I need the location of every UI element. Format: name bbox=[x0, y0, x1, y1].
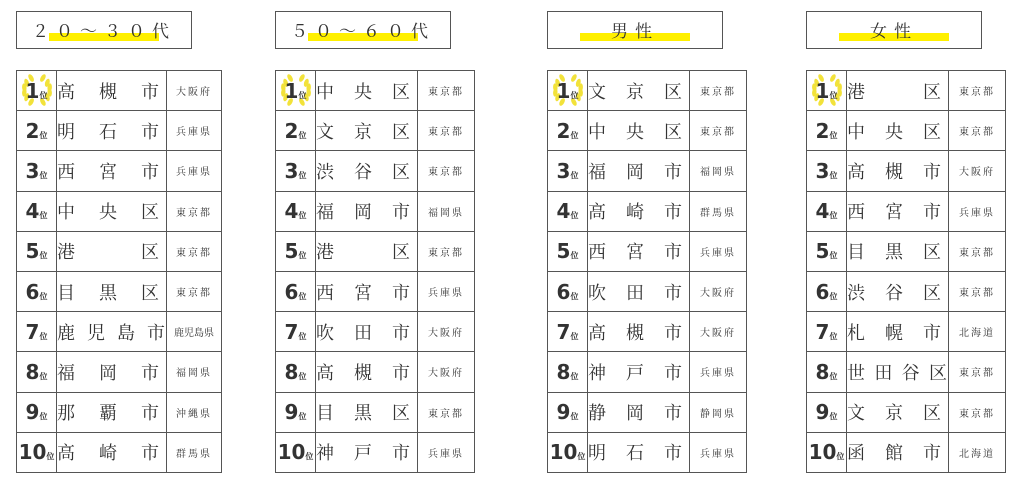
rank-unit: 位 bbox=[829, 251, 838, 261]
rank-number: 2 bbox=[556, 118, 571, 143]
table-row bbox=[807, 432, 1006, 472]
rank-number: 6 bbox=[815, 279, 830, 304]
rank-cell bbox=[807, 392, 847, 432]
prefecture-name: 静岡県 bbox=[690, 392, 747, 432]
prefecture-name: 大阪府 bbox=[949, 151, 1006, 191]
prefecture-name: 兵庫県 bbox=[690, 432, 747, 472]
table-row bbox=[17, 271, 222, 311]
table-row bbox=[548, 312, 747, 352]
rank-unit: 位 bbox=[829, 90, 838, 100]
panel-header bbox=[275, 11, 451, 49]
table-row bbox=[807, 312, 1006, 352]
rank-number: 5 bbox=[815, 239, 830, 264]
rank-unit: 位 bbox=[39, 371, 48, 381]
city-name: 西宮市 bbox=[316, 271, 418, 311]
rank-cell bbox=[17, 352, 57, 392]
rank-unit: 位 bbox=[577, 452, 586, 462]
table-row bbox=[17, 71, 222, 111]
rank-unit: 位 bbox=[829, 412, 838, 422]
table-row bbox=[807, 71, 1006, 111]
rank-number: 2 bbox=[284, 118, 299, 143]
rank-number: 6 bbox=[284, 279, 299, 304]
rank-cell bbox=[276, 191, 316, 231]
rank-cell bbox=[548, 312, 588, 352]
rank-number: 4 bbox=[556, 199, 571, 224]
rank-cell bbox=[548, 231, 588, 271]
prefecture-name: 兵庫県 bbox=[690, 352, 747, 392]
city-name: 目黒区 bbox=[316, 392, 418, 432]
prefecture-name: 大阪府 bbox=[418, 312, 475, 352]
table-row bbox=[548, 111, 747, 151]
rank-number: 10 bbox=[277, 440, 306, 465]
city-name: 那覇市 bbox=[57, 392, 167, 432]
rank-number: 8 bbox=[556, 359, 571, 384]
rank-number: 3 bbox=[284, 158, 299, 183]
prefecture-name: 兵庫県 bbox=[418, 432, 475, 472]
city-name: 中央区 bbox=[316, 71, 418, 111]
city-name: 港区 bbox=[316, 231, 418, 271]
table-row bbox=[276, 352, 475, 392]
rank-unit: 位 bbox=[298, 90, 307, 100]
table-row bbox=[276, 151, 475, 191]
rank-number: 2 bbox=[815, 118, 830, 143]
rank-number: 9 bbox=[25, 400, 40, 425]
city-name: 鹿児島市 bbox=[57, 312, 167, 352]
rank-number: 1 bbox=[815, 78, 830, 103]
rank-unit: 位 bbox=[570, 331, 579, 341]
panel-title: ５０～６０代 bbox=[291, 22, 435, 42]
rank-unit: 位 bbox=[39, 251, 48, 261]
prefecture-name: 東京都 bbox=[949, 231, 1006, 271]
city-name: 明石市 bbox=[588, 432, 690, 472]
rank-unit: 位 bbox=[39, 130, 48, 140]
table-row bbox=[17, 392, 222, 432]
rank-unit: 位 bbox=[829, 371, 838, 381]
rank-unit: 位 bbox=[305, 452, 314, 462]
rank-number: 2 bbox=[25, 118, 40, 143]
rank-number: 3 bbox=[815, 158, 830, 183]
panel-title: 男性 bbox=[611, 22, 659, 42]
prefecture-name: 群馬県 bbox=[167, 432, 222, 472]
rank-cell bbox=[17, 231, 57, 271]
rank-cell bbox=[276, 392, 316, 432]
prefecture-name: 東京都 bbox=[167, 271, 222, 311]
rank-number: 9 bbox=[815, 400, 830, 425]
city-name: 明石市 bbox=[57, 111, 167, 151]
rank-unit: 位 bbox=[298, 130, 307, 140]
rank-cell bbox=[276, 231, 316, 271]
rank-number: 3 bbox=[25, 158, 40, 183]
rank-cell bbox=[807, 191, 847, 231]
city-name: 神戸市 bbox=[316, 432, 418, 472]
city-name: 渋谷区 bbox=[316, 151, 418, 191]
rank-unit: 位 bbox=[298, 412, 307, 422]
city-name: 西宮市 bbox=[588, 231, 690, 271]
city-name: 福岡市 bbox=[316, 191, 418, 231]
rank-number: 1 bbox=[284, 78, 299, 103]
rank-unit: 位 bbox=[39, 90, 48, 100]
table-row bbox=[17, 312, 222, 352]
rank-unit: 位 bbox=[570, 170, 579, 180]
city-name: 西宮市 bbox=[57, 151, 167, 191]
table-row bbox=[17, 111, 222, 151]
rank-cell bbox=[548, 71, 588, 111]
table-row bbox=[548, 191, 747, 231]
city-name: 静岡市 bbox=[588, 392, 690, 432]
rank-number: 7 bbox=[25, 319, 40, 344]
rank-number: 1 bbox=[25, 78, 40, 103]
rank-cell bbox=[276, 432, 316, 472]
prefecture-name: 大阪府 bbox=[418, 352, 475, 392]
prefecture-name: 兵庫県 bbox=[167, 151, 222, 191]
city-name: 神戸市 bbox=[588, 352, 690, 392]
table-row bbox=[548, 352, 747, 392]
rank-unit: 位 bbox=[829, 211, 838, 221]
prefecture-name: 東京都 bbox=[418, 151, 475, 191]
rank-unit: 位 bbox=[39, 412, 48, 422]
prefecture-name: 東京都 bbox=[949, 392, 1006, 432]
city-name: 目黒区 bbox=[847, 231, 949, 271]
rank-unit: 位 bbox=[570, 412, 579, 422]
rank-unit: 位 bbox=[829, 130, 838, 140]
prefecture-name: 東京都 bbox=[418, 71, 475, 111]
prefecture-name: 東京都 bbox=[167, 191, 222, 231]
city-name: 港区 bbox=[847, 71, 949, 111]
rank-cell bbox=[807, 151, 847, 191]
prefecture-name: 東京都 bbox=[690, 111, 747, 151]
city-name: 函館市 bbox=[847, 432, 949, 472]
rank-unit: 位 bbox=[570, 211, 579, 221]
prefecture-name: 群馬県 bbox=[690, 191, 747, 231]
city-name: 渋谷区 bbox=[847, 271, 949, 311]
rank-cell bbox=[807, 231, 847, 271]
rank-number: 8 bbox=[284, 359, 299, 384]
prefecture-name: 東京都 bbox=[949, 352, 1006, 392]
prefecture-name: 大阪府 bbox=[167, 71, 222, 111]
table-row bbox=[548, 151, 747, 191]
table-row bbox=[807, 231, 1006, 271]
prefecture-name: 大阪府 bbox=[690, 271, 747, 311]
rank-cell bbox=[548, 151, 588, 191]
prefecture-name: 福岡県 bbox=[167, 352, 222, 392]
rank-cell bbox=[807, 352, 847, 392]
rank-cell bbox=[807, 312, 847, 352]
rank-number: 6 bbox=[25, 279, 40, 304]
table-row bbox=[807, 111, 1006, 151]
table-row bbox=[17, 151, 222, 191]
prefecture-name: 兵庫県 bbox=[418, 271, 475, 311]
prefecture-name: 東京都 bbox=[418, 392, 475, 432]
rank-number: 5 bbox=[284, 239, 299, 264]
rank-cell bbox=[548, 191, 588, 231]
rank-number: 6 bbox=[556, 279, 571, 304]
rank-number: 10 bbox=[808, 440, 837, 465]
city-name: 吹田市 bbox=[588, 271, 690, 311]
ranking-table bbox=[806, 70, 1006, 473]
table-row bbox=[276, 191, 475, 231]
table-row bbox=[17, 352, 222, 392]
city-name: 吹田市 bbox=[316, 312, 418, 352]
prefecture-name: 東京都 bbox=[949, 71, 1006, 111]
rank-cell bbox=[548, 392, 588, 432]
rank-number: 9 bbox=[556, 400, 571, 425]
city-name: 高槻市 bbox=[588, 312, 690, 352]
rank-cell bbox=[17, 111, 57, 151]
table-row bbox=[276, 312, 475, 352]
rank-cell bbox=[17, 151, 57, 191]
rank-cell bbox=[17, 432, 57, 472]
table-row bbox=[548, 432, 747, 472]
rank-unit: 位 bbox=[829, 170, 838, 180]
city-name: 中央区 bbox=[847, 111, 949, 151]
rank-cell bbox=[807, 432, 847, 472]
prefecture-name: 東京都 bbox=[418, 111, 475, 151]
rank-number: 7 bbox=[556, 319, 571, 344]
rank-cell bbox=[548, 432, 588, 472]
panel-header bbox=[806, 11, 982, 49]
rank-unit: 位 bbox=[829, 331, 838, 341]
prefecture-name: 沖縄県 bbox=[167, 392, 222, 432]
city-name: 文京区 bbox=[316, 111, 418, 151]
city-name: 高槻市 bbox=[316, 352, 418, 392]
rank-number: 4 bbox=[25, 199, 40, 224]
city-name: 札幌市 bbox=[847, 312, 949, 352]
table-row bbox=[807, 191, 1006, 231]
rank-cell bbox=[276, 312, 316, 352]
rank-unit: 位 bbox=[570, 130, 579, 140]
rank-unit: 位 bbox=[570, 371, 579, 381]
rank-unit: 位 bbox=[46, 452, 55, 462]
rank-unit: 位 bbox=[39, 291, 48, 301]
rank-number: 10 bbox=[18, 440, 47, 465]
rank-unit: 位 bbox=[298, 331, 307, 341]
prefecture-name: 東京都 bbox=[418, 231, 475, 271]
rank-number: 8 bbox=[25, 359, 40, 384]
prefecture-name: 東京都 bbox=[949, 271, 1006, 311]
rank-unit: 位 bbox=[570, 90, 579, 100]
rank-number: 1 bbox=[556, 78, 571, 103]
rank-number: 7 bbox=[815, 319, 830, 344]
table-row bbox=[17, 432, 222, 472]
rank-cell bbox=[276, 111, 316, 151]
rank-unit: 位 bbox=[298, 170, 307, 180]
rank-cell bbox=[17, 392, 57, 432]
rank-unit: 位 bbox=[39, 331, 48, 341]
rank-number: 5 bbox=[556, 239, 571, 264]
rank-number: 5 bbox=[25, 239, 40, 264]
table-row bbox=[807, 352, 1006, 392]
prefecture-name: 北海道 bbox=[949, 432, 1006, 472]
rank-cell bbox=[17, 191, 57, 231]
rank-number: 3 bbox=[556, 158, 571, 183]
rank-cell bbox=[276, 151, 316, 191]
rank-cell bbox=[548, 271, 588, 311]
city-name: 高槻市 bbox=[847, 151, 949, 191]
prefecture-name: 福岡県 bbox=[418, 191, 475, 231]
table-row bbox=[548, 392, 747, 432]
rank-cell bbox=[17, 312, 57, 352]
panel-title: 女性 bbox=[870, 22, 918, 42]
prefecture-name: 鹿児島県 bbox=[167, 312, 222, 352]
ranking-table bbox=[16, 70, 222, 473]
rank-number: 8 bbox=[815, 359, 830, 384]
city-name: 高槻市 bbox=[57, 71, 167, 111]
rank-unit: 位 bbox=[298, 291, 307, 301]
rank-cell bbox=[276, 352, 316, 392]
rank-unit: 位 bbox=[39, 211, 48, 221]
city-name: 中央区 bbox=[57, 191, 167, 231]
rank-unit: 位 bbox=[570, 251, 579, 261]
table-row bbox=[807, 392, 1006, 432]
rank-cell bbox=[548, 111, 588, 151]
rank-cell bbox=[807, 111, 847, 151]
rank-cell bbox=[17, 71, 57, 111]
rank-unit: 位 bbox=[298, 251, 307, 261]
city-name: 世田谷区 bbox=[847, 352, 949, 392]
rank-cell bbox=[548, 352, 588, 392]
table-row bbox=[548, 231, 747, 271]
table-row bbox=[548, 271, 747, 311]
rank-cell bbox=[807, 271, 847, 311]
city-name: 中央区 bbox=[588, 111, 690, 151]
rank-number: 4 bbox=[284, 199, 299, 224]
rank-unit: 位 bbox=[298, 211, 307, 221]
city-name: 港区 bbox=[57, 231, 167, 271]
rank-unit: 位 bbox=[829, 291, 838, 301]
table-row bbox=[276, 71, 475, 111]
panel-header bbox=[16, 11, 192, 49]
rank-unit: 位 bbox=[298, 371, 307, 381]
rank-unit: 位 bbox=[39, 170, 48, 180]
rank-number: 9 bbox=[284, 400, 299, 425]
table-row bbox=[276, 432, 475, 472]
table-row bbox=[807, 271, 1006, 311]
table-row bbox=[276, 392, 475, 432]
table-row bbox=[276, 111, 475, 151]
table-row bbox=[807, 151, 1006, 191]
prefecture-name: 兵庫県 bbox=[690, 231, 747, 271]
panel-title: ２０～３０代 bbox=[32, 22, 176, 42]
prefecture-name: 福岡県 bbox=[690, 151, 747, 191]
panel-header bbox=[547, 11, 723, 49]
ranking-table bbox=[275, 70, 475, 473]
rank-unit: 位 bbox=[836, 452, 845, 462]
table-row bbox=[17, 231, 222, 271]
city-name: 文京区 bbox=[847, 392, 949, 432]
prefecture-name: 大阪府 bbox=[690, 312, 747, 352]
rank-number: 7 bbox=[284, 319, 299, 344]
table-row bbox=[276, 271, 475, 311]
table-row bbox=[548, 71, 747, 111]
city-name: 福岡市 bbox=[57, 352, 167, 392]
table-row bbox=[276, 231, 475, 271]
rank-cell bbox=[276, 271, 316, 311]
rank-unit: 位 bbox=[570, 291, 579, 301]
prefecture-name: 兵庫県 bbox=[167, 111, 222, 151]
prefecture-name: 東京都 bbox=[949, 111, 1006, 151]
ranking-table bbox=[547, 70, 747, 473]
rank-cell bbox=[276, 71, 316, 111]
table-row bbox=[17, 191, 222, 231]
city-name: 文京区 bbox=[588, 71, 690, 111]
prefecture-name: 東京都 bbox=[690, 71, 747, 111]
rank-number: 10 bbox=[549, 440, 578, 465]
rank-number: 4 bbox=[815, 199, 830, 224]
city-name: 高崎市 bbox=[588, 191, 690, 231]
rank-cell bbox=[807, 71, 847, 111]
prefecture-name: 東京都 bbox=[167, 231, 222, 271]
prefecture-name: 兵庫県 bbox=[949, 191, 1006, 231]
city-name: 高崎市 bbox=[57, 432, 167, 472]
prefecture-name: 北海道 bbox=[949, 312, 1006, 352]
city-name: 目黒区 bbox=[57, 271, 167, 311]
city-name: 西宮市 bbox=[847, 191, 949, 231]
rank-cell bbox=[17, 271, 57, 311]
city-name: 福岡市 bbox=[588, 151, 690, 191]
